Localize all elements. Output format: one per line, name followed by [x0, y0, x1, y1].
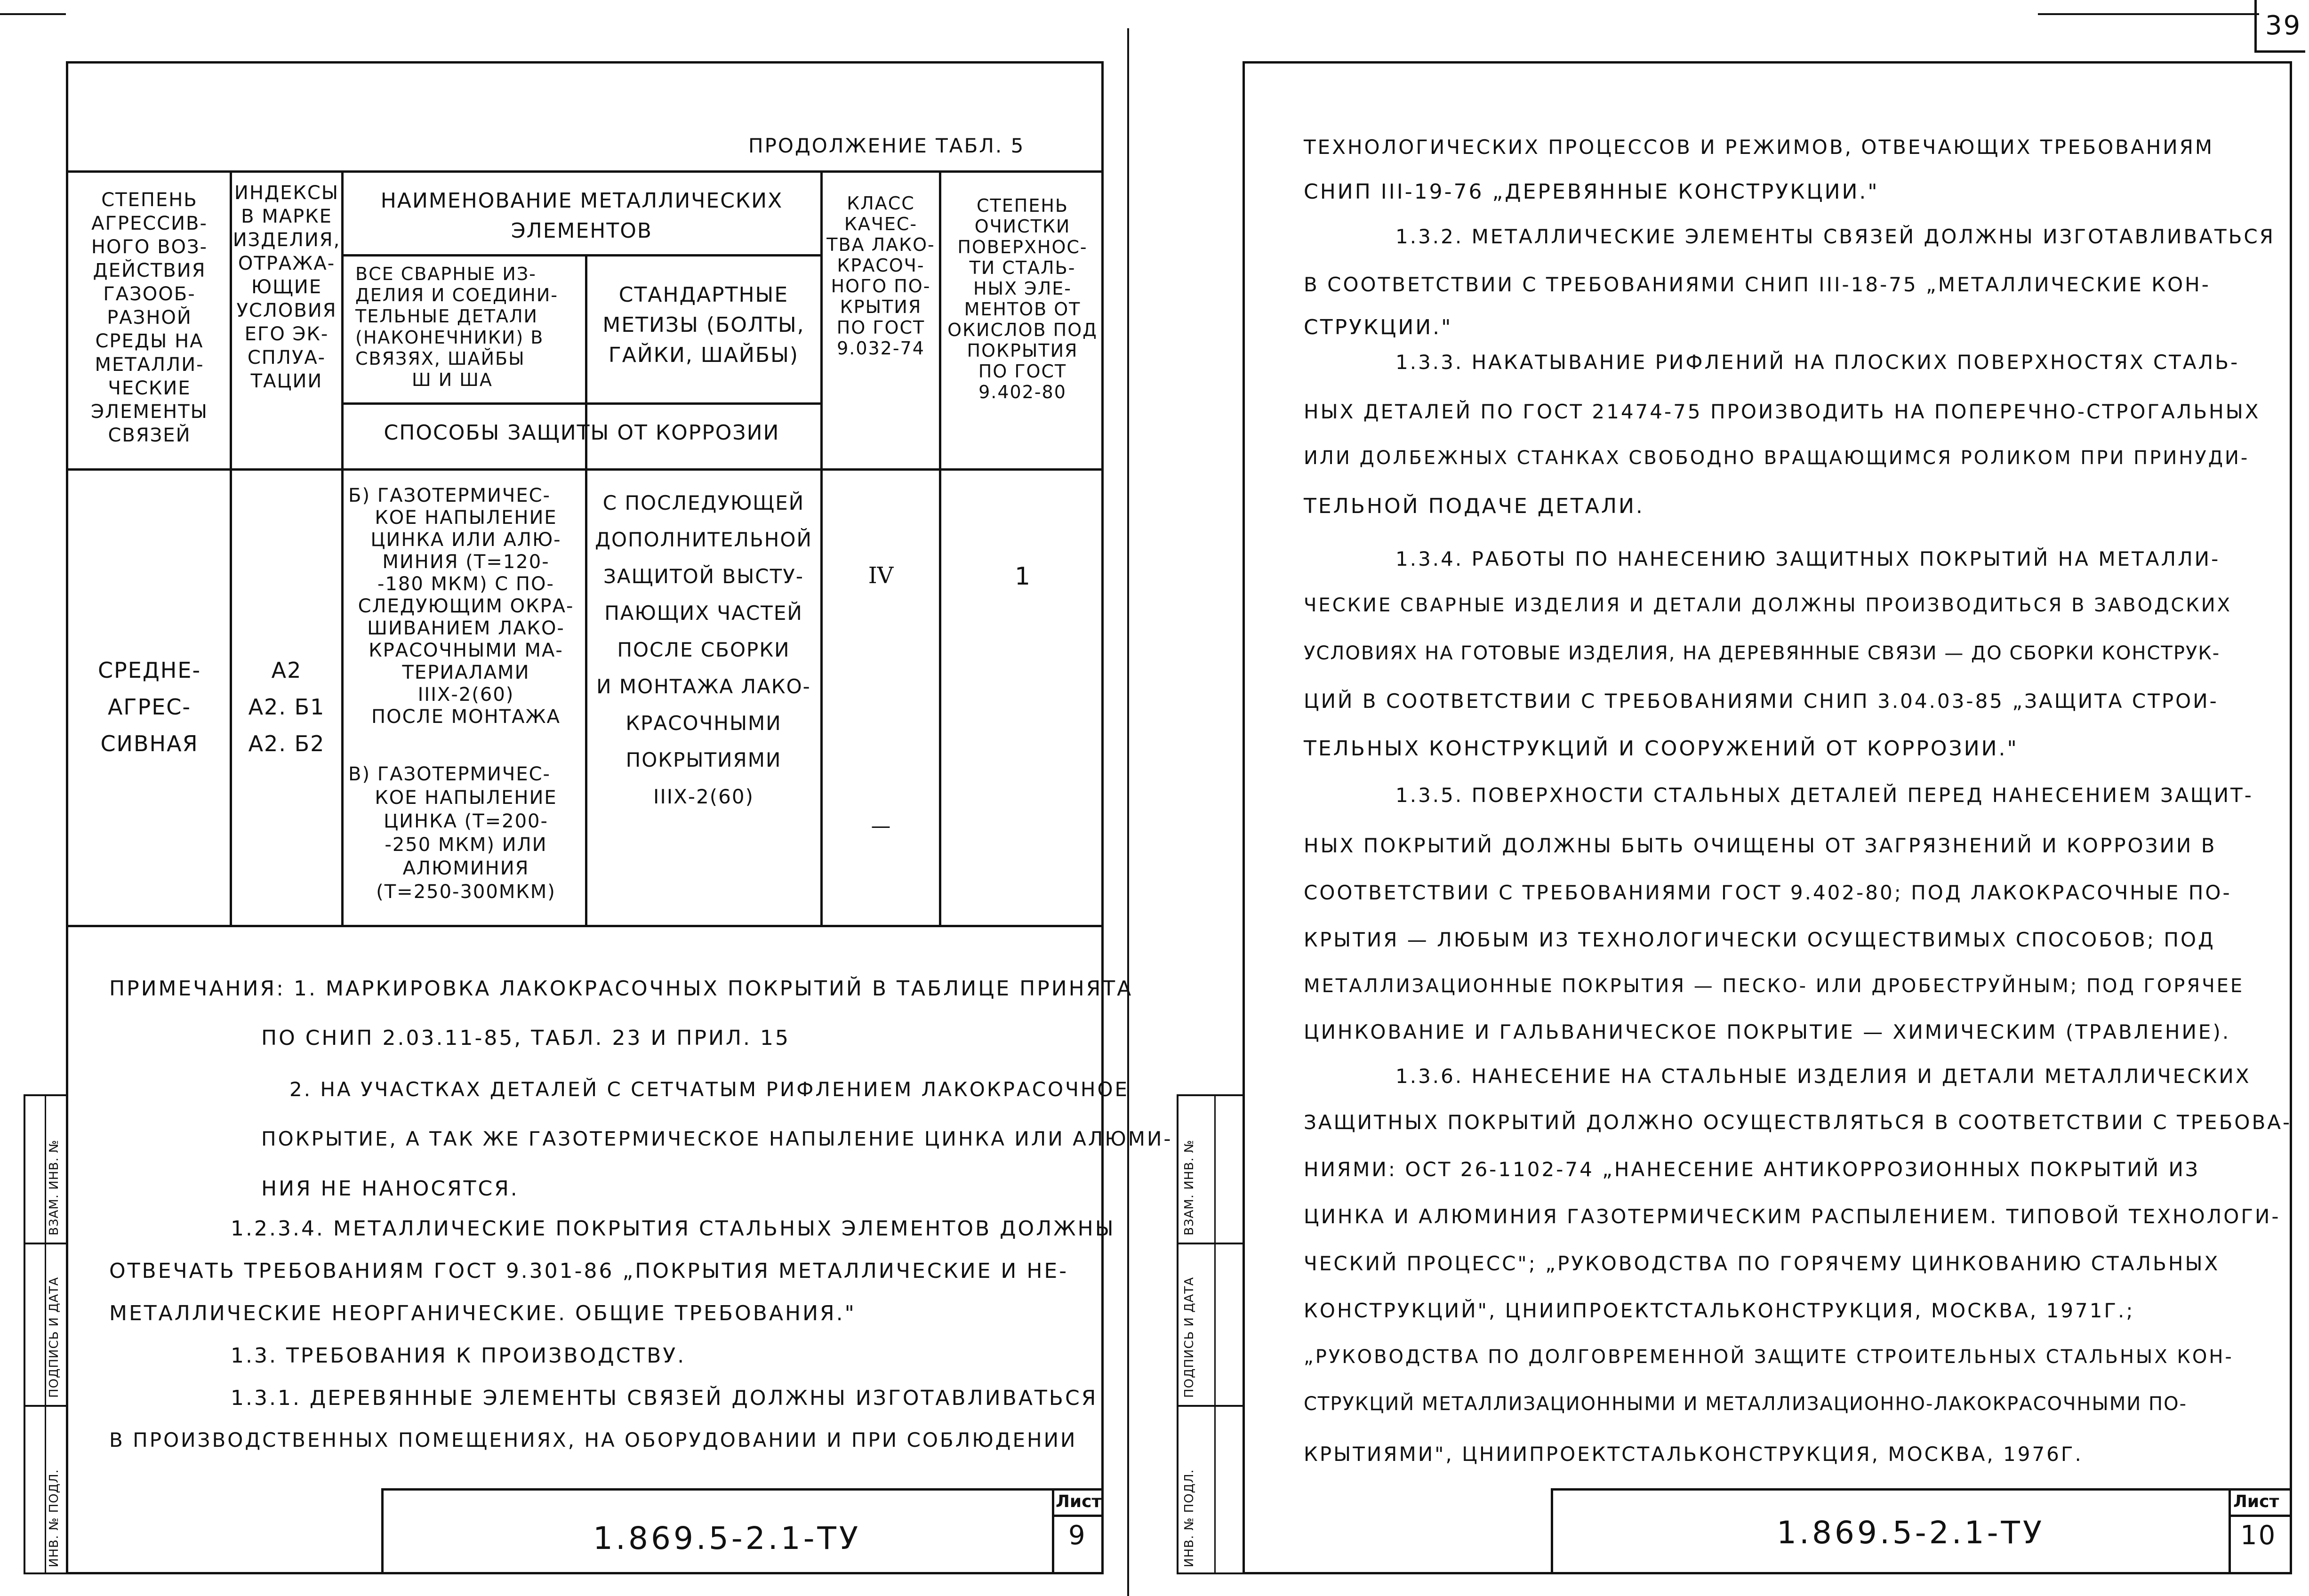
right-side-label-inventory: ИНВ. № ПОДЛ.: [1182, 1469, 1196, 1567]
corner-page-box: [2254, 0, 2305, 53]
left-side-label-signature: ПОДПИСЬ И ДАТА: [47, 1276, 61, 1398]
para-1-3-1-cont: В ПРОИЗВОДСТВЕННЫХ ПОМЕЩЕНИЯХ, НА ОБОРУДОВАНИИ И ПРИ СОБЛЮДЕНИИ: [109, 1428, 1077, 1452]
right-line-1: ТЕХНОЛОГИЧЕСКИХ ПРОЦЕССОВ И РЕЖИМОВ, ОТВЕЧАЮЩИХ ТРЕБОВАНИЯМ: [1304, 136, 2214, 159]
para-1-3-6-end: КРЫТИЯМИ", ЦНИИПРОЕКТСТАЛЬКОНСТРУКЦИЯ, МОСКВА, 1976Г.: [1304, 1443, 2083, 1466]
protection-methods-header: СПОСОБЫ ЗАЩИТЫ ОТ КОРРОЗИИ: [384, 421, 780, 445]
para-1-3-6-cont4: ЧЕСКИЙ ПРОЦЕСС"; „РУКОВОДСТВА ПО ГОРЯЧЕМУ ЦИНКОВАНИЮ СТАЛЬНЫХ: [1304, 1252, 2220, 1275]
para-1-3-6-cont7: СТРУКЦИЙ МЕТАЛЛИЗАЦИОННЫМИ И МЕТАЛЛИЗАЦИОННО-ЛАКОКРАСОЧНЫМИ ПО-: [1304, 1393, 2187, 1415]
para-1-3-4: 1.3.4. РАБОТЫ ПО НАНЕСЕНИЮ ЗАЩИТНЫХ ПОКРЫТИЙ НА МЕТАЛЛИ-: [1395, 547, 2221, 570]
para-1-3-6-cont6: „РУКОВОДСТВА ПО ДОЛГОВРЕМЕННОЙ ЗАЩИТЕ СТРОИТЕЛЬНЫХ СТАЛЬНЫХ КОН-: [1304, 1346, 2234, 1368]
note-2-end: НИЯ НЕ НАНОСЯТСЯ.: [261, 1177, 519, 1201]
top-right-mark: [2038, 13, 2259, 15]
row-degree: СРЕДНЕ- АГРЕС- СИВНАЯ: [97, 658, 201, 756]
top-left-mark: [0, 13, 66, 15]
left-side-label-replacement: ВЗАМ. ИНВ. №: [47, 1139, 61, 1235]
row-indices: А2 А2. Б1 А2. Б2: [248, 658, 325, 756]
right-line-2: СНИП III-19-76 „ДЕРЕВЯННЫЕ КОНСТРУКЦИИ.": [1304, 180, 1879, 204]
para-1-3-4-end: ТЕЛЬНЫХ КОНСТРУКЦИЙ И СООРУЖЕНИЙ ОТ КОРРОЗИИ.": [1304, 737, 2019, 761]
row-cleaning-degree: 1: [1014, 562, 1031, 591]
para-1-3: 1.3. ТРЕБОВАНИЯ К ПРОИЗВОДСТВУ.: [231, 1344, 686, 1368]
left-sheet-number: 9: [1068, 1520, 1087, 1551]
para-1-3-3-cont: НЫХ ДЕТАЛЕЙ ПО ГОСТ 21474-75 ПРОИЗВОДИТЬ НА ПОПЕРЕЧНО-СТРОГАЛЬНЫХ: [1304, 400, 2261, 423]
para-1-3-5-cont4: МЕТАЛЛИЗАЦИОННЫЕ ПОКРЫТИЯ — ПЕСКО- ИЛИ ДРОБЕСТРУЙНЫМ; ПОД ГОРЯЧЕЕ: [1304, 975, 2245, 997]
left-side-label-inventory: ИНВ. № ПОДЛ.: [47, 1469, 61, 1567]
para-1-2-3-4-cont: ОТВЕЧАТЬ ТРЕБОВАНИЯМ ГОСТ 9.301-86 „ПОКРЫТИЯ МЕТАЛЛИЧЕСКИЕ И НЕ-: [109, 1259, 1069, 1283]
col-header-fasteners: СТАНДАРТНЫЕ МЕТИЗЫ (БОЛТЫ, ГАЙКИ, ШАЙБЫ): [602, 283, 805, 367]
col-header-indices: ИНДЕКСЫ В МАРКЕ ИЗДЕЛИЯ, ОТРАЖА- ЮЩИЕ УСЛОВИЯ ЕГО ЭК- СПЛУА- ТАЦИИ: [233, 182, 341, 392]
col-header-degree: СТЕПЕНЬ АГРЕССИВ- НОГО ВОЗ- ДЕЙСТВИЯ ГАЗООБ- РАЗНОЙ СРЕДЫ НА МЕТАЛЛИ- ЧЕСКИЕ ЭЛЕМЕНТЫ СВЯЗЕЙ: [91, 189, 208, 446]
note-2-cont: ПОКРЫТИЕ, А ТАК ЖЕ ГАЗОТЕРМИЧЕСКОЕ НАПЫЛЕНИЕ ЦИНКА ИЛИ АЛЮМИ-: [261, 1127, 1173, 1150]
para-1-3-4-cont3: ЦИЙ В СООТВЕТСТВИИ С ТРЕБОВАНИЯМИ СНИП 3.04.03-85 „ЗАЩИТА СТРОИ-: [1304, 690, 2219, 713]
row-paint-class: IV: [868, 562, 894, 589]
left-stamp-code: 1.869.5-2.1-ТУ: [593, 1520, 861, 1556]
right-sheet-label: Лист: [2233, 1492, 2279, 1511]
para-1-2-3-4-end: МЕТАЛЛИЧЕСКИЕ НЕОРГАНИЧЕСКИЕ. ОБЩИЕ ТРЕБОВАНИЯ.": [109, 1301, 856, 1325]
para-1-3-4-cont2: УСЛОВИЯХ НА ГОТОВЫЕ ИЗДЕЛИЯ, НА ДЕРЕВЯННЫЕ СВЯЗИ — ДО СБОРКИ КОНСТРУК-: [1304, 642, 2221, 664]
continuation-label: ПРОДОЛЖЕНИЕ ТАБЛ. 5: [748, 134, 1025, 157]
para-1-2-3-4: 1.2.3.4. МЕТАЛЛИЧЕСКИЕ ПОКРЫТИЯ СТАЛЬНЫХ ЭЛЕМЕНТОВ ДОЛЖНЫ: [231, 1217, 1115, 1241]
right-stamp-code: 1.869.5-2.1-ТУ: [1777, 1515, 2045, 1551]
col-header-element-names: НАИМЕНОВАНИЕ МЕТАЛЛИЧЕСКИХ ЭЛЕМЕНТОВ: [380, 189, 783, 243]
col-header-paint-class: КЛАСС КАЧЕС- ТВА ЛАКО- КРАСОЧ- НОГО ПО- КРЫТИЯ ПО ГОСТ 9.032-74: [826, 193, 935, 359]
right-sheet-label-line: [2229, 1515, 2292, 1517]
para-1-3-3-cont2: ИЛИ ДОЛБЕЖНЫХ СТАНКАХ СВОБОДНО ВРАЩАЮЩИМСЯ РОЛИКОМ ПРИ ПРИНУДИ-: [1304, 447, 2250, 469]
para-1-3-4-cont: ЧЕСКИЕ СВАРНЫЕ ИЗДЕЛИЯ И ДЕТАЛИ ДОЛЖНЫ ПРОИЗВОДИТЬСЯ В ЗАВОДСКИХ: [1304, 594, 2232, 616]
para-1-3-5-cont: НЫХ ПОКРЫТИЙ ДОЛЖНЫ БЫТЬ ОЧИЩЕНЫ ОТ ЗАГРЯЗНЕНИЙ И КОРРОЗИИ В: [1304, 834, 2217, 857]
para-1-3-1: 1.3.1. ДЕРЕВЯННЫЕ ЭЛЕМЕНТЫ СВЯЗЕЙ ДОЛЖНЫ ИЗГОТАВЛИВАТЬСЯ: [231, 1386, 1098, 1410]
right-sheet-divider: [2229, 1488, 2231, 1574]
para-1-3-5-end: ЦИНКОВАНИЕ И ГАЛЬВАНИЧЕСКОЕ ПОКРЫТИЕ — ХИМИЧЕСКИМ (ТРАВЛЕНИЕ).: [1304, 1020, 2231, 1043]
row-fasteners: С ПОСЛЕДУЮЩЕЙ ДОПОЛНИТЕЛЬНОЙ ЗАЩИТОЙ ВЫСТУ- ПАЮЩИХ ЧАСТЕЙ ПОСЛЕ СБОРКИ И МОНТАЖА ЛАКО- КРАСОЧНЫМИ ПОКРЫТИЯМИ IIIХ-2(60): [595, 491, 812, 808]
para-1-3-6: 1.3.6. НАНЕСЕНИЕ НА СТАЛЬНЫЕ ИЗДЕЛИЯ И ДЕТАЛИ МЕТАЛЛИЧЕСКИХ: [1395, 1065, 2251, 1088]
para-1-3-6-cont: ЗАЩИТНЫХ ПОКРЫТИЙ ДОЛЖНО ОСУЩЕСТВЛЯТЬСЯ В СООТВЕТСТВИИ С ТРЕБОВА-: [1304, 1111, 2292, 1134]
right-sheet-number: 10: [2240, 1520, 2277, 1551]
note-1-cont: ПО СНИП 2.03.11-85, ТАБЛ. 23 И ПРИЛ. 15: [261, 1026, 790, 1050]
row-paint-class-dash: —: [871, 814, 891, 837]
left-sheet-label-line: [1052, 1515, 1104, 1517]
para-1-3-5-cont2: СООТВЕТСТВИИ С ТРЕБОВАНИЯМИ ГОСТ 9.402-80; ПОД ЛАКОКРАСОЧНЫЕ ПО-: [1304, 881, 2232, 904]
right-side-label-replacement: ВЗАМ. ИНВ. №: [1182, 1139, 1196, 1235]
page-gutter: [1127, 28, 1129, 1596]
para-1-3-2: 1.3.2. МЕТАЛЛИЧЕСКИЕ ЭЛЕМЕНТЫ СВЯЗЕЙ ДОЛЖНЫ ИЗГОТАВЛИВАТЬСЯ: [1395, 225, 2275, 248]
para-1-3-2-cont: В СООТВЕТСТВИИ С ТРЕБОВАНИЯМИ СНИП III-18-75 „МЕТАЛЛИЧЕСКИЕ КОН-: [1304, 273, 2211, 296]
para-1-3-6-cont3: ЦИНКА И АЛЮМИНИЯ ГАЗОТЕРМИЧЕСКИМ РАСПЫЛЕНИЕМ. ТИПОВОЙ ТЕХНОЛОГИ-: [1304, 1205, 2281, 1228]
left-sheet-divider: [1052, 1488, 1054, 1574]
para-1-3-3: 1.3.3. НАКАТЫВАНИЕ РИФЛЕНИЙ НА ПЛОСКИХ ПОВЕРХНОСТЯХ СТАЛЬ-: [1395, 351, 2240, 374]
left-sheet-label: Лист: [1056, 1492, 1102, 1511]
note-2: 2. НА УЧАСТКАХ ДЕТАЛЕЙ С СЕТЧАТЫМ РИФЛЕНИЕМ ЛАКОКРАСОЧНОЕ: [289, 1078, 1130, 1101]
corner-page-number: 39: [2265, 10, 2302, 41]
para-1-3-3-end: ТЕЛЬНОЙ ПОДАЧЕ ДЕТАЛИ.: [1304, 494, 1644, 518]
row-method-b: Б) ГАЗОТЕРМИЧЕС- КОЕ НАПЫЛЕНИЕ ЦИНКА ИЛИ АЛЮ- МИНИЯ (T=120- -180 МКМ) С ПО- СЛЕДУЮЩИМ ОКРА- ШИВАНИЕМ ЛАКО- КРАСОЧНЫМИ МА- ТЕРИАЛАМИ IIIХ-2(60) ПОСЛЕ МОНТАЖА: [348, 485, 574, 728]
para-1-3-6-cont5: КОНСТРУКЦИЙ", ЦНИИПРОЕКТСТАЛЬКОНСТРУКЦИЯ, МОСКВА, 1971Г.;: [1304, 1299, 2135, 1322]
para-1-3-5-cont3: КРЫТИЯ — ЛЮБЫМ ИЗ ТЕХНОЛОГИЧЕСКИ ОСУЩЕСТВИМЫХ СПОСОБОВ; ПОД: [1304, 928, 2215, 951]
para-1-3-2-end: СТРУКЦИИ.": [1304, 315, 1453, 339]
para-1-3-5: 1.3.5. ПОВЕРХНОСТИ СТАЛЬНЫХ ДЕТАЛЕЙ ПЕРЕД НАНЕСЕНИЕМ ЗАЩИТ-: [1395, 784, 2253, 807]
col-header-cleaning-degree: СТЕПЕНЬ ОЧИСТКИ ПОВЕРХНОС- ТИ СТАЛЬ- НЫХ ЭЛЕ- МЕНТОВ ОТ ОКИСЛОВ ПОД ПОКРЫТИЯ ПО ГОСТ 9.402-80: [947, 195, 1098, 402]
right-side-label-signature: ПОДПИСЬ И ДАТА: [1182, 1276, 1196, 1398]
note-1: ПРИМЕЧАНИЯ: 1. МАРКИРОВКА ЛАКОКРАСОЧНЫХ ПОКРЫТИЙ В ТАБЛИЦЕ ПРИНЯТА: [109, 977, 1133, 1001]
row-method-v: В) ГАЗОТЕРМИЧЕС- КОЕ НАПЫЛЕНИЕ ЦИНКА (T=200- -250 МКМ) ИЛИ АЛЮМИНИЯ (T=250-300МКМ): [348, 763, 557, 903]
para-1-3-6-cont2: НИЯМИ: ОСТ 26-1102-74 „НАНЕСЕНИЕ АНТИКОРРОЗИОННЫХ ПОКРЫТИЙ ИЗ: [1304, 1158, 2200, 1181]
col-header-welded-parts: ВСЕ СВАРНЫЕ ИЗ- ДЕЛИЯ И СОЕДИНИ- ТЕЛЬНЫЕ ДЕТАЛИ (НАКОНЕЧНИКИ) В СВЯЗЯХ, ШАЙБЫ Ш И ША: [355, 264, 558, 390]
